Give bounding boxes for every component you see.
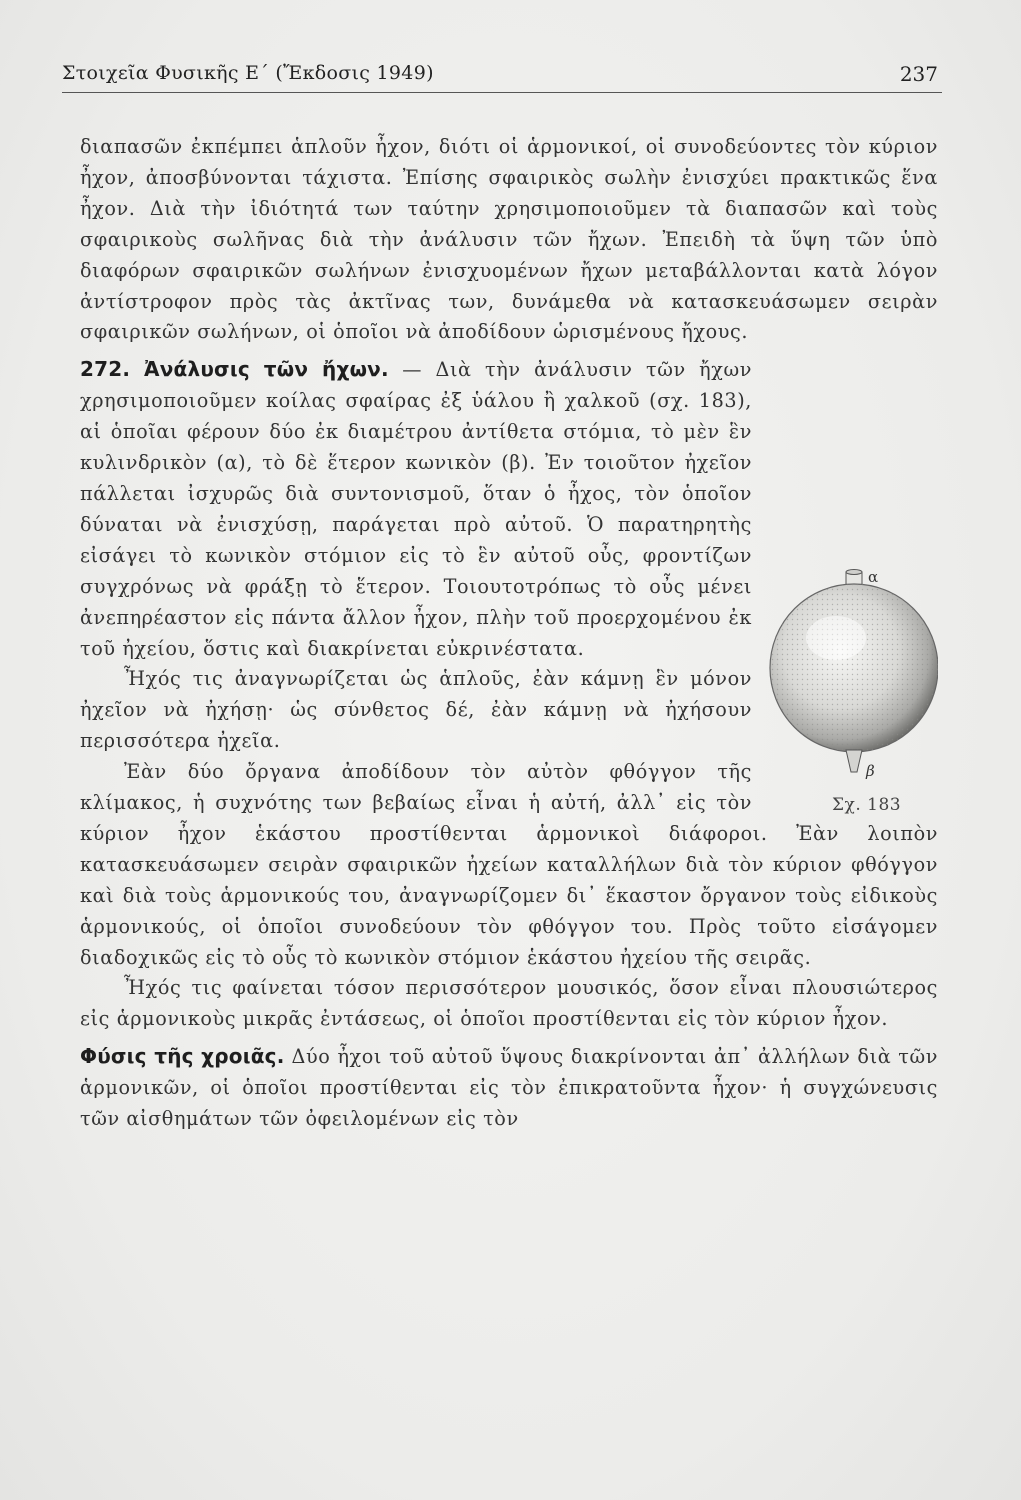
paragraph-musical: Ἦχός τις φαίνεται τόσον περισσότερον μουσικός, ὅσον εἶναι πλουσιώτερος εἰς ἁρμονικοὺς μικρᾶς ἐντάσεως, οἱ ὁποῖοι προστίθενται εἰς τὸν κύριον ἦχον.	[80, 976, 938, 1031]
paragraph-simple-compound: Ἦχός τις ἀναγνωρίζεται ὡς ἁπλοῦς, ἐὰν κάμνῃ ἓν μόνον ἠχεῖον νὰ ἠχήσῃ· ὡς σύνθετος δέ, ἐὰν κάμνῃ νὰ ἠχήσουν περισσότερα ἠχεῖα.	[80, 667, 752, 753]
figure-label-b: β	[866, 762, 876, 781]
figure-183	[766, 568, 938, 818]
figure-label-a: α	[868, 568, 879, 587]
section-heading-timbre: Φύσις τῆς χροιᾶς.	[80, 1044, 285, 1069]
running-header	[62, 60, 942, 96]
paragraph-timbre	[80, 1041, 938, 1135]
timbre-text: Δύο ἦχοι τοῦ αὐτοῦ ὕψους διακρίνονται ἀπ᾿ ἀλλήλων διὰ τῶν ἁρμονικῶν, οἱ ὁποῖοι προστίθενται εἰς τὸν ἐπικρατοῦντα ἦχον· ἡ συγχώνευσις τῶν αἰσθημάτων τῶν ὀφειλομένων εἰς τὸν	[80, 1045, 939, 1131]
section-272-text: — Διὰ τὴν ἀνάλυσιν τῶν ἤχων χρησιμοποιοῦμεν κοίλας σφαίρας ἐξ ὑάλου ἢ χαλκοῦ (σχ. 183), αἱ ὁποῖαι φέρουν δύο ἐκ διαμέτρου ἀντίθετα στόμια, τὸ μὲν ἓν κυλινδρικὸν (α), τὸ δὲ ἕτερον κωνικὸν (β). Ἐν τοιοῦτον ἠχεῖον πάλλεται ἰσχυρῶς διὰ συντονισμοῦ, ὅταν ὁ ἦχος, τὸν ὁποῖον δύναται νὰ ἐνισχύσῃ, παράγεται πρὸ αὐτοῦ. Ὁ παρατηρητὴς εἰσάγει τὸ κωνικὸν στόμιον εἰς τὸ ἓν αὐτοῦ οὖς, φροντίζων συγχρόνως νὰ φράξῃ τὸ ἕτερον. Τοιουτοτρόπως τὸ οὖς μένει ἀνεπηρέαστον εἰς πάντα ἄλλον ἦχον, πλὴν τοῦ προερχομένου ἐκ τοῦ ἠχείου, ὅστις καὶ διακρίνεται εὐκρινέστατα.	[80, 358, 753, 660]
page-number: 237	[899, 62, 938, 86]
paragraph-instruments: Ἐὰν δύο ὄργανα ἀποδίδουν τὸν αὐτὸν φθόγγον τῆς κλίμακος, ἡ συχνότης των βεβαίως εἶναι ἡ αὐτή, ἀλλ᾿ εἰς τὸν κύριον ἦχον ἑκάστου προστίθενται ἁρμονικοὶ διάφοροι. Ἐὰν λοιπὸν κατασκευάσωμεν σειρὰν σφαιρικῶν ἠχείων καταλλήλων διὰ τὸν κύριον φθόγγον καὶ διὰ τοὺς ἁρμονικούς του, ἀναγνωρίζομεν δι᾿ ἕκαστον ὄργανον τοὺς εἰδικοὺς ἁρμονικούς, οἱ ὁποῖοι συνοδεύουν τὸν φθόγγον του. Πρὸς τοῦτο εἰσάγομεν διαδοχικῶς εἰς τὸ οὖς τὸ κωνικὸν στόμιον ἑκάστου ἠχείου τῆς σειρᾶς.	[80, 760, 938, 969]
resonator-sphere-illustration	[766, 568, 938, 808]
section-heading-272: 272. Ἀνάλυσις τῶν ἤχων.	[80, 357, 389, 382]
figure-caption: Σχ. 183	[832, 795, 902, 816]
body-text	[80, 132, 938, 1135]
paragraph-intro: διαπασῶν ἐκπέμπει ἁπλοῦν ἦχον, διότι οἱ ἁρμονικοί, οἱ συνοδεύοντες τὸν κύριον ἦχον, ἀποσβύνονται τάχιστα. Ἐπίσης σφαιρικὸς σωλὴν ἐνισχύει πρακτικῶς ἕνα ἦχον. Διὰ τὴν ἰδιότητά των ταύτην χρησιμοποιοῦμεν τὰ διαπασῶν καὶ τοὺς σφαιρικοὺς σωλῆνας διὰ τὴν ἀνάλυσιν τῶν ἤχων. Ἐπειδὴ τὰ ὕψη τῶν ὑπὸ διαφόρων σφαιρικῶν σωλήνων ἐνισχυομένων ἤχων μεταβάλλονται κατὰ λόγον ἀντίστροφον πρὸς τὰς ἀκτῖνας των, δυνάμεθα νὰ κατασκευάσωμεν σειρὰν σφαιρικῶν σωλήνων, οἱ ὁποῖοι νὰ ἀποδίδουν ὡρισμένους ἤχους.	[80, 135, 938, 344]
header-rule	[62, 92, 942, 93]
running-title: Στοιχεῖα Φυσικῆς Ε΄ (Ἔκδοσις 1949)	[62, 62, 434, 84]
